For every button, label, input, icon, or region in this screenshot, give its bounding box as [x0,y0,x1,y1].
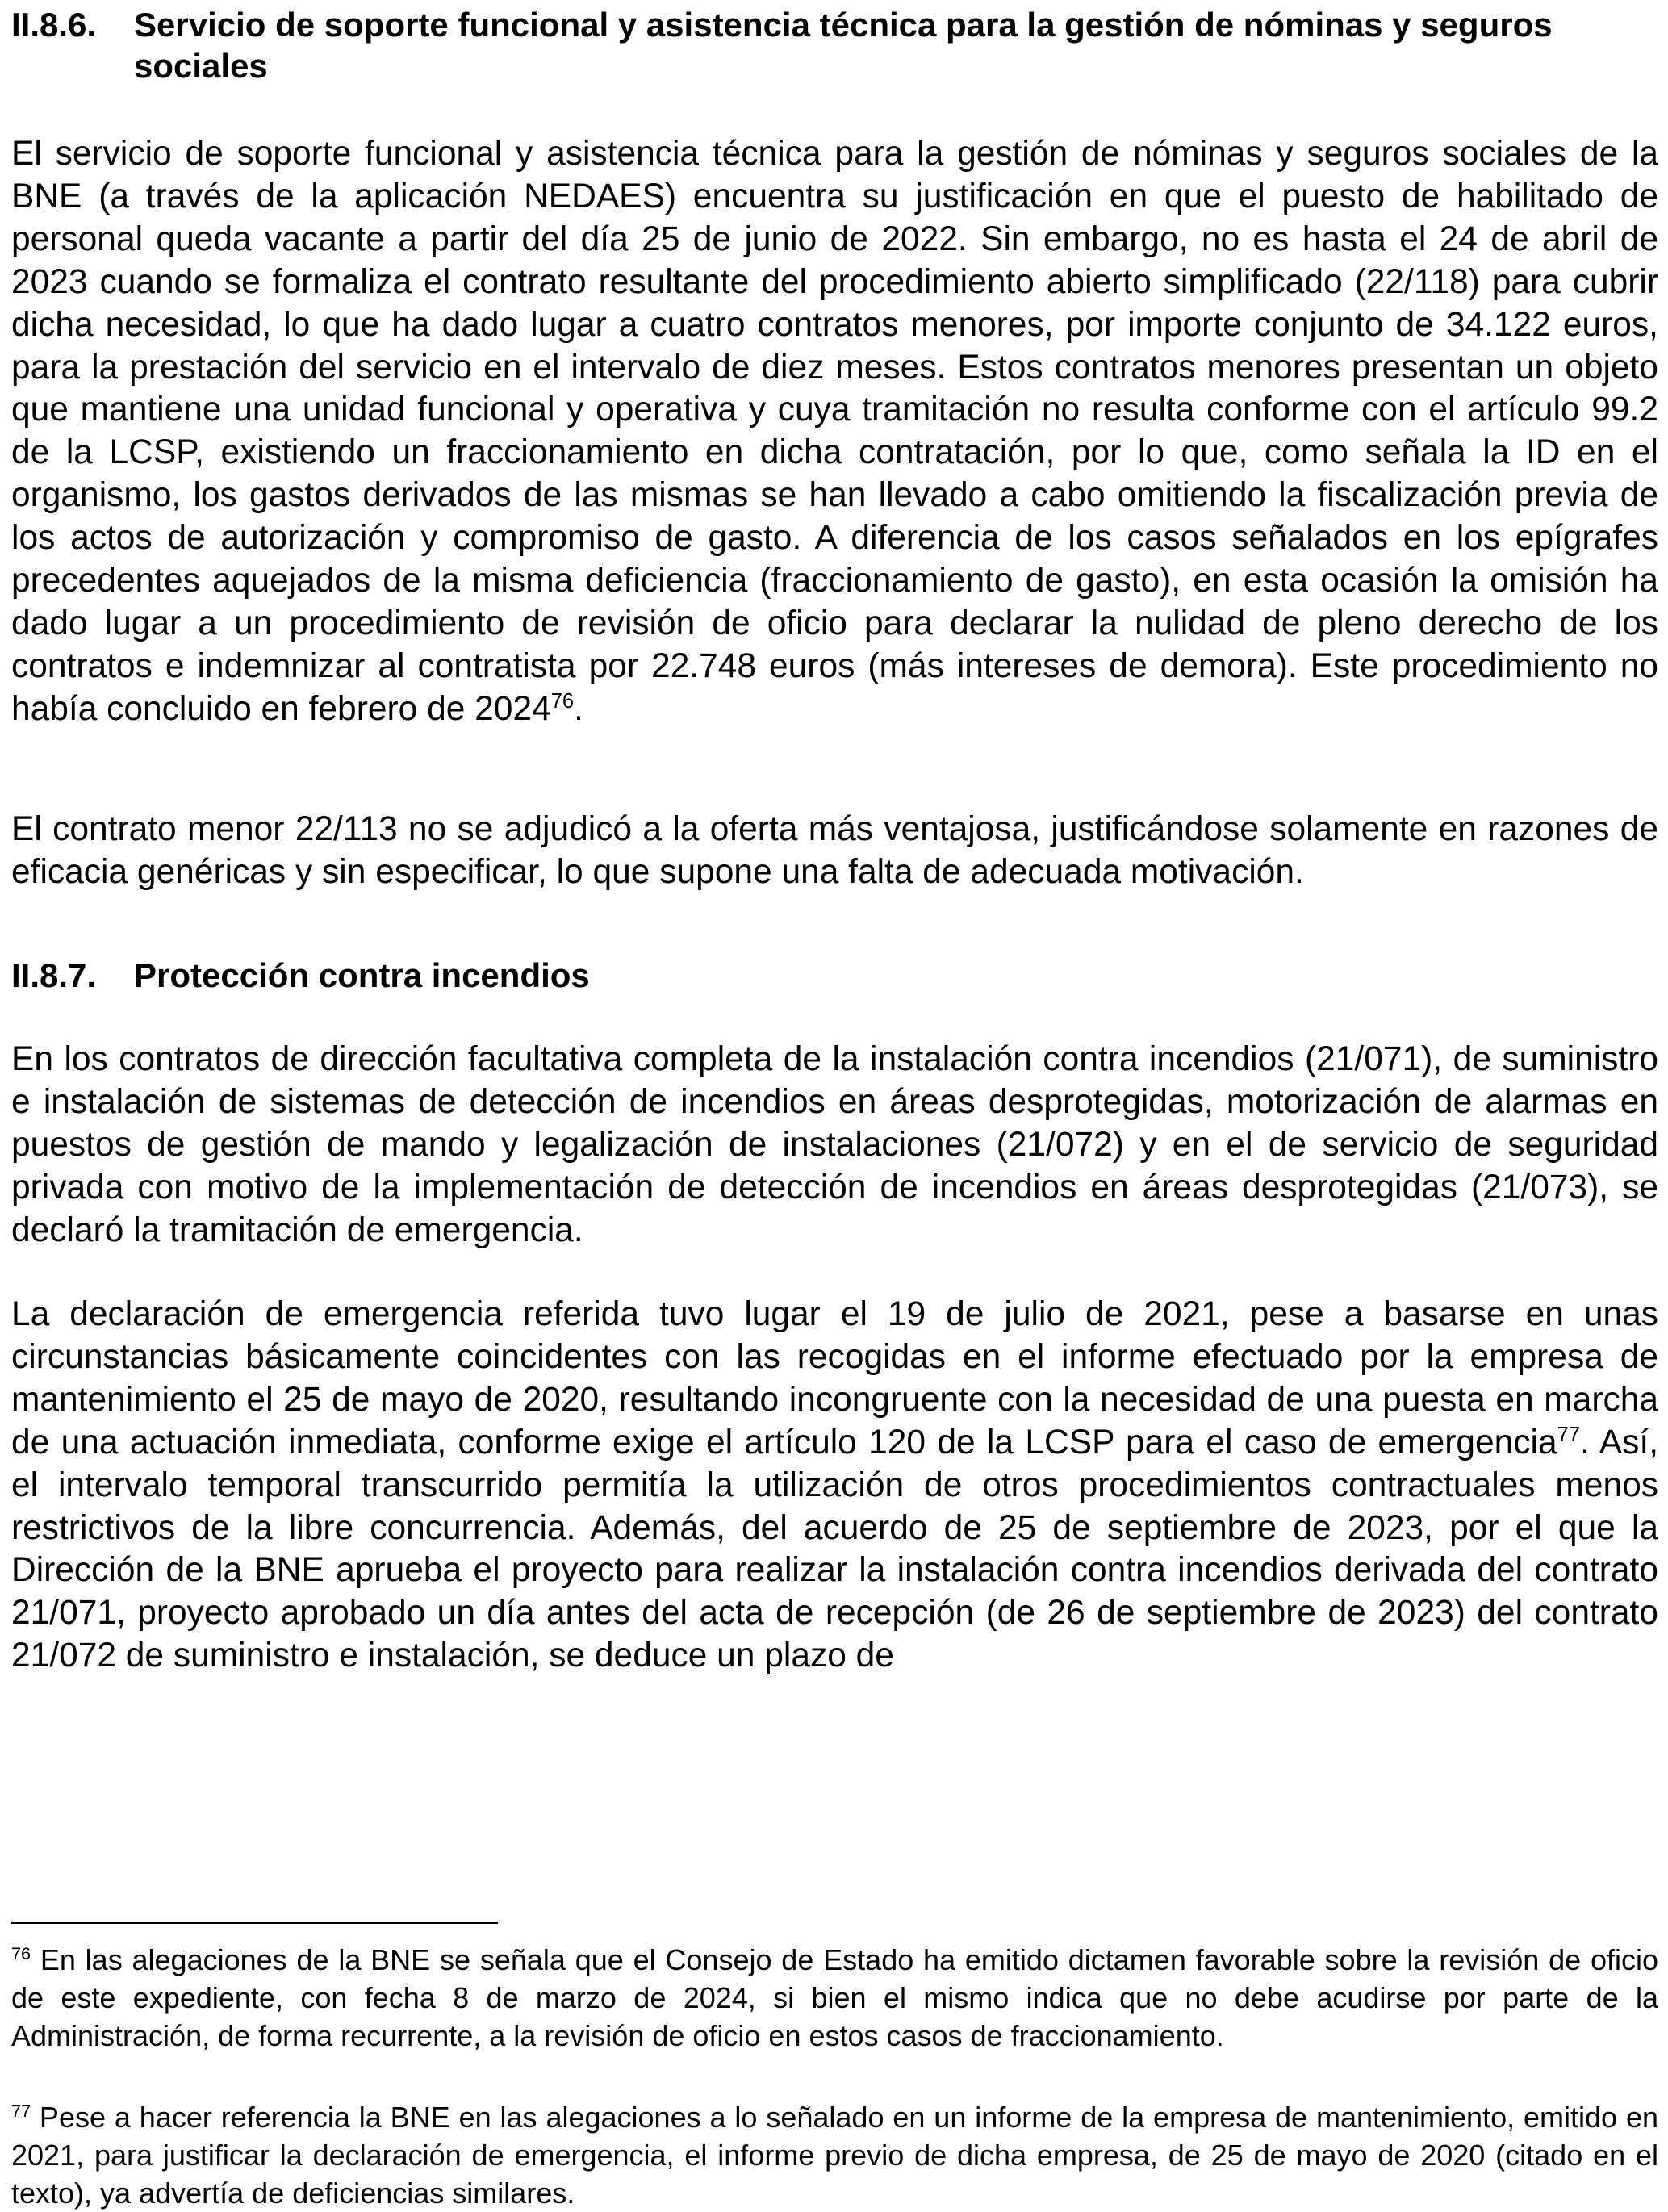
section-heading-ii-8-6 [11,4,1658,86]
footnote-text: En las alegaciones de la BNE se señala que el Consejo de Estado ha emitido dictamen favorable sobre la revisión de oficio de este expediente, con fecha 8 de marzo de 2024, si bien el mismo indica que no debe acudirse por parte de la Administración, de forma recurrente, a la revisión de oficio en estos casos de fraccionamiento. [11,1943,1658,2052]
paragraph-contrato-22-113 [11,809,1658,894]
paragraph-text: El servicio de soporte funcional y asistencia técnica para la gestión de nóminas y seguros sociales de la BNE (a través de la aplicación NEDAES) encuentra su justificación en que el puesto de habilitado de personal queda vacante a partir del día 25 de junio de 2022. Sin embargo, no es hasta el 24 de abril de 2023 cuando se formaliza el contrato resultante del procedimiento abierto simplificado (22/118) para cubrir dicha necesidad, lo que ha dado lugar a cuatro contratos menores, por importe conjunto de 34.122 euros, para la prestación del servicio en el intervalo de diez meses. Estos contratos menores presentan un objeto que mantiene una unidad funcional y operativa y cuya tramitación no resulta conforme con el artículo 99.2 de la LCSP, existiendo un fraccionamiento en dicha contratación, por lo que, como señala la ID en el organismo, los gastos derivados de las mismas se han llevado a cabo omitiendo la fiscalización previa de los actos de autorización y compromiso de gasto. A diferencia de los casos señalados en los epígrafes precedentes aquejados de la misma deficiencia (fraccionamiento de gasto), en esta ocasión la omisión ha dado lugar a un procedimiento de revisión de oficio para declarar la nulidad de pleno derecho de los contratos e indemnizar al contratista por 22.748 euros (más intereses de demora). Este procedimiento no había concluido en febrero de 2024 [11,135,1658,728]
footnote-77 [11,2098,1658,2212]
section-number: II.8.6. [11,6,97,44]
footnote-number: 77 [11,2101,31,2121]
section-heading-ii-8-7 [11,955,1658,996]
paragraph-contratos-incendios [11,1039,1658,1252]
paragraph-nedaes [11,133,1658,731]
footnote-text: Pese a hacer referencia la BNE en las alegaciones a lo señalado en un informe de la empresa de mantenimiento, emitido en 2021, para justificar la declaración de emergencia, el informe previo de dicha empresa, de 25 de mayo de 2020 (citado en el texto), ya advertía de deficiencias similares. [11,2101,1658,2210]
footnote-ref-77[interactable]: 77 [1557,1423,1580,1446]
paragraph-text: El contrato menor 22/113 no se adjudicó a la oferta más ventajosa, justificándose solamente en razones de eficacia genéricas y sin especificar, lo que supone una falta de adecuada motivación. [11,810,1658,891]
paragraph-text: La declaración de emergencia referida tuvo lugar el 19 de julio de 2021, pese a basarse en unas circunstancias básicamente coincidentes con las recogidas en el informe efectuado por la empresa de mantenimiento el 25 de mayo de 2020, resultando incongruente con la necesidad de una puesta en marcha de una actuación inmediata, conforme exige el artículo 120 de la LCSP para el caso de emergencia [11,1295,1658,1461]
section-number: II.8.7. [11,956,97,994]
footnote-ref-76[interactable]: 76 [550,689,575,713]
paragraph-text: En los contratos de dirección facultativa completa de la instalación contra incendios (21/071), de suministro e instalación de sistemas de detección de incendios en áreas desprotegidas, motorización de alarmas en puestos de gestión de mando y legalización de instalaciones (21/072) y en el de servicio de seguridad privada con motivo de la implementación de detección de incendios en áreas desprotegidas (21/073), se declaró la tramitación de emergencia. [11,1040,1658,1249]
footnote-76 [11,1941,1658,2055]
section-title: Protección contra incendios [134,956,590,994]
paragraph-declaracion-emergencia [11,1294,1658,1678]
paragraph-end: . [574,689,583,728]
footnote-number: 76 [11,1943,31,1963]
paragraph-text-continued: . Así, el intervalo temporal transcurrido permitía la utilización de otros procedimientos contractuales menos restrictivos de la libre concurrencia. Además, del acuerdo de 25 de septiembre de 2023, por el que la Dirección de la BNE aprueba el proyecto para realizar la instalación contra incendios derivada del contrato 21/071, proyecto aprobado un día antes del acta de recepción (de 26 de septiembre de 2023) del contrato 21/072 de suministro e instalación, se deduce un plazo de [11,1423,1658,1675]
section-title: Servicio de soporte funcional y asistencia técnica para la gestión de nóminas y seguros sociales [134,6,1553,85]
footnote-separator [11,1922,498,1924]
